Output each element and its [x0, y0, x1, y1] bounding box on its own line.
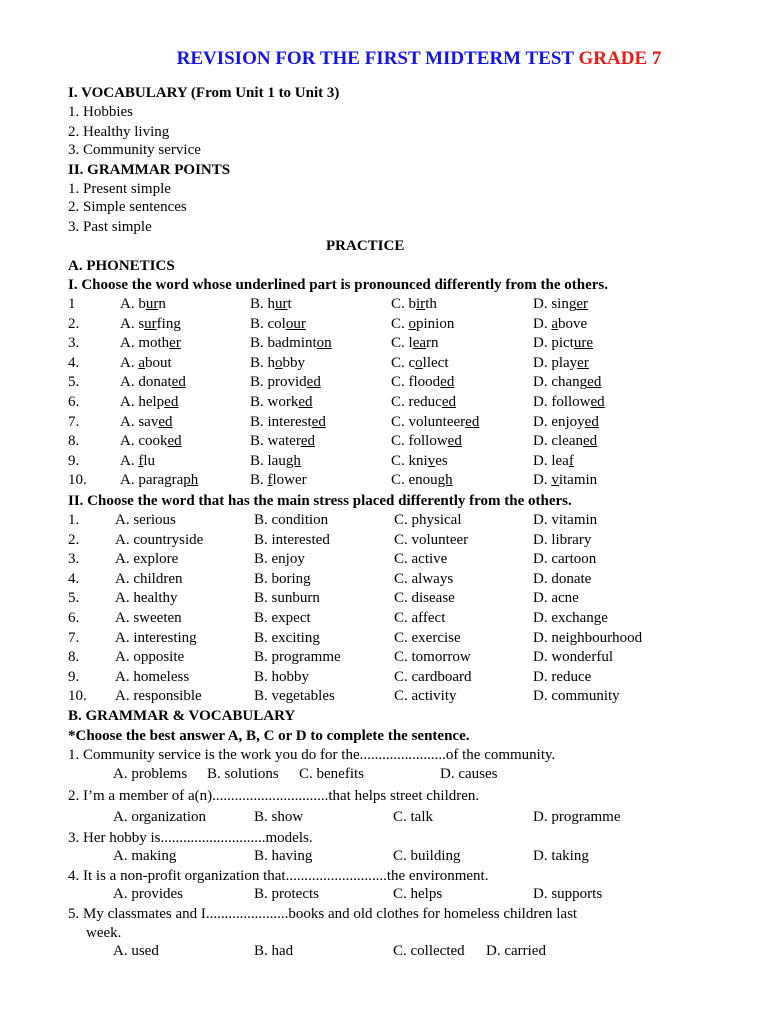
answer-option: A. helped: [120, 394, 179, 410]
answer-option: A. burn: [120, 296, 166, 312]
answer-option: C. always: [394, 570, 454, 587]
answer-option: A. homeless: [115, 668, 190, 685]
answer-option: B. boring: [254, 570, 311, 587]
question-number: 6.: [68, 394, 80, 410]
underlined-sound: ir: [416, 296, 426, 312]
answer-option: D. reduce: [533, 668, 592, 685]
underlined-sound: ed: [158, 413, 173, 430]
underlined-sound: ur: [145, 296, 159, 312]
answer-option: B. expect: [254, 610, 311, 626]
answer-option: B. programme: [254, 649, 341, 666]
underlined-sound: ed: [582, 433, 598, 450]
answer-option: C. active: [394, 551, 448, 568]
question-number: 4.: [68, 354, 80, 371]
answer-option: C. knives: [391, 452, 448, 469]
underlined-sound: ur: [275, 296, 288, 312]
question-number: 3.: [68, 335, 80, 352]
question-number: 4.: [68, 570, 80, 587]
answer-option: C. reduced: [391, 394, 456, 410]
underlined-sound: ed: [311, 413, 326, 430]
answer-option: D. taking: [533, 848, 589, 864]
underlined-sound: ed: [171, 374, 186, 391]
question-number: 6.: [68, 610, 80, 626]
question-number: 10.: [68, 472, 87, 489]
answer-option: D. enjoyed: [533, 413, 599, 430]
underlined-sound: a: [138, 354, 146, 371]
question-number: 1.: [68, 512, 80, 528]
grammar-item: 1. Present simple: [68, 181, 171, 197]
answer-option: B. interested: [254, 531, 330, 548]
underlined-sound: ph: [183, 472, 199, 489]
answer-option: B. hobby: [254, 668, 310, 685]
grammar-item: 3. Past simple: [68, 219, 152, 235]
question-number: 8.: [68, 649, 80, 666]
underlined-sound: f: [568, 452, 574, 469]
answer-option: A. mother: [120, 335, 181, 352]
question-number: 2.: [68, 531, 80, 548]
practice-heading: PRACTICE: [326, 238, 405, 254]
page-title: [0, 48, 768, 70]
underlined-sound: o: [408, 315, 417, 332]
question-number: 8.: [68, 433, 80, 450]
underlined-sound: f: [267, 472, 273, 489]
answer-option: D. changed: [533, 374, 602, 391]
answer-option: A. making: [113, 848, 177, 864]
answer-option: A. children: [115, 570, 183, 587]
answer-option: C. activity: [394, 688, 457, 705]
answer-option: B. having: [254, 848, 313, 864]
answer-option: B. hurt: [250, 296, 292, 312]
underlined-sound: v: [427, 452, 436, 469]
question-text: 5. My classmates and I......................books and old clothes for homeless children last: [68, 906, 578, 922]
answer-option: A. flu: [120, 452, 156, 469]
answer-option: C. learn: [391, 335, 439, 352]
answer-option: C. collect: [391, 354, 449, 371]
underlined-sound: ur: [144, 315, 157, 332]
underlined-sound: er: [577, 354, 589, 371]
answer-option: D. community: [533, 688, 620, 705]
answer-option: A. provides: [113, 886, 183, 902]
question-number: 9.: [68, 452, 80, 469]
answer-option: C. cardboard: [394, 668, 472, 685]
answer-option: C. followed: [391, 433, 462, 450]
answer-option: D. carried: [486, 943, 546, 959]
question-number: 5.: [68, 374, 80, 391]
question-number: 2.: [68, 315, 80, 332]
phonetics-instruction-1: I. Choose the word whose underlined part is pronounced differently from the others.: [68, 277, 609, 293]
answer-option: D. followed: [533, 394, 605, 410]
title-grade: GRADE 7: [578, 48, 662, 69]
answer-option: D. picture: [533, 335, 593, 352]
answer-option: D. causes: [440, 766, 498, 782]
answer-option: B. colour: [250, 315, 306, 332]
question-number: 7.: [68, 413, 80, 430]
answer-option: A. used: [113, 943, 159, 959]
answer-option: B. show: [254, 809, 304, 825]
answer-option: A. donated: [120, 374, 186, 391]
answer-option: D. donate: [533, 570, 592, 587]
question-number: 1: [68, 296, 76, 312]
answer-option: D. neighbourhood: [533, 629, 643, 646]
question-text-continued: week.: [86, 925, 122, 941]
phonetics-instruction-2: II. Choose the word that has the main stress placed differently from the others.: [68, 493, 572, 509]
answer-option: C. volunteered: [391, 413, 480, 430]
answer-option: C. disease: [394, 590, 455, 607]
underlined-sound: v: [551, 472, 559, 489]
question-text: 1. Community service is the work you do for the.......................of the community.: [68, 747, 556, 763]
underlined-sound: ed: [447, 433, 462, 450]
grammar-item: 2. Simple sentences: [68, 199, 187, 215]
underlined-sound: gh: [437, 472, 453, 489]
answer-option: A. cooked: [120, 433, 182, 450]
answer-option: B. sunburn: [254, 590, 320, 607]
underlined-sound: ed: [584, 413, 599, 430]
answer-option: B. vegetables: [254, 688, 335, 705]
answer-option: A. serious: [115, 512, 176, 528]
question-text: 4. It is a non-profit organization that...........................the environment.: [68, 868, 489, 884]
answer-option: A. countryside: [115, 531, 204, 548]
question-number: 7.: [68, 629, 80, 646]
answer-option: D. vitamin: [533, 472, 598, 489]
answer-option: A. responsible: [115, 688, 202, 705]
answer-option: D. acne: [533, 590, 579, 607]
answer-option: B. enjoy: [254, 551, 305, 568]
answer-option: B. hobby: [250, 354, 306, 371]
underlined-sound: ed: [441, 394, 456, 410]
answer-option: B. worked: [250, 394, 313, 410]
vocabulary-item: 1. Hobbies: [68, 104, 133, 120]
answer-option: B. solutions: [207, 766, 279, 782]
answer-option: B. flower: [250, 472, 307, 489]
underlined-sound: ed: [306, 374, 321, 391]
answer-option: B. provided: [250, 374, 321, 391]
answer-option: C. benefits: [299, 766, 364, 782]
answer-option: D. singer: [533, 296, 588, 312]
answer-option: C. collected: [393, 943, 465, 959]
underlined-sound: er: [576, 296, 588, 312]
grammar-heading: II. GRAMMAR POINTS: [68, 162, 231, 178]
phonetics-heading: A. PHONETICS: [68, 258, 175, 274]
underlined-sound: ed: [167, 433, 182, 450]
vocabulary-heading: I. VOCABULARY (From Unit 1 to Unit 3): [68, 85, 340, 101]
answer-option: D. player: [533, 354, 589, 371]
answer-option: A. explore: [115, 551, 179, 568]
answer-option: B. protects: [254, 886, 319, 902]
answer-option: A. paragraph: [120, 472, 199, 489]
answer-option: B. condition: [254, 512, 329, 528]
answer-option: C. talk: [393, 809, 433, 825]
answer-option: C. flooded: [391, 374, 455, 391]
underlined-sound: ed: [298, 394, 313, 410]
underlined-sound: er: [169, 335, 181, 352]
vocabulary-item: 3. Community service: [68, 142, 201, 158]
answer-option: D. above: [533, 315, 588, 332]
underlined-sound: ed: [465, 413, 480, 430]
answer-option: A. about: [120, 354, 172, 371]
answer-option: A. interesting: [115, 629, 197, 646]
answer-option: C. tomorrow: [394, 649, 471, 666]
answer-option: D. programme: [533, 809, 621, 825]
answer-option: A. surfing: [120, 315, 181, 332]
underlined-sound: on: [316, 335, 332, 352]
answer-option: A. sweeten: [115, 610, 182, 626]
answer-option: D. cartoon: [533, 551, 597, 568]
answer-option: A. opposite: [115, 649, 185, 666]
underlined-sound: o: [415, 354, 423, 371]
underlined-sound: ed: [587, 374, 602, 391]
answer-option: B. exciting: [254, 629, 320, 646]
underlined-sound: f: [138, 452, 144, 469]
title-main: REVISION FOR THE FIRST MIDTERM TEST: [176, 48, 574, 69]
answer-option: D. cleaned: [533, 433, 598, 450]
answer-option: C. physical: [394, 512, 462, 528]
answer-option: C. birth: [391, 296, 437, 312]
question-text: 2. I’m a member of a(n)...............................that helps street children.: [68, 788, 480, 804]
grammar-vocab-heading: B. GRAMMAR & VOCABULARY: [68, 708, 296, 724]
underlined-sound: ea: [412, 335, 427, 352]
answer-option: C. exercise: [394, 629, 461, 646]
answer-option: B. badminton: [250, 335, 332, 352]
answer-option: C. volunteer: [394, 531, 469, 548]
grammar-vocab-instruction: *Choose the best answer A, B, C or D to complete the sentence.: [68, 728, 470, 744]
underlined-sound: o: [275, 354, 283, 371]
vocabulary-item: 2. Healthy living: [68, 124, 170, 140]
answer-option: A. organization: [113, 809, 207, 825]
underlined-sound: ed: [590, 394, 605, 410]
underlined-sound: ed: [164, 394, 179, 410]
question-number: 5.: [68, 590, 80, 607]
answer-option: A. problems: [113, 766, 188, 782]
underlined-sound: ure: [573, 335, 593, 352]
answer-option: A. saved: [120, 413, 173, 430]
answer-option: B. interested: [250, 413, 326, 430]
underlined-sound: our: [285, 315, 306, 332]
answer-option: C. helps: [393, 886, 443, 902]
answer-option: C. opinion: [391, 315, 455, 332]
question-number: 3.: [68, 551, 80, 568]
answer-option: D. supports: [533, 886, 603, 902]
answer-option: D. vitamin: [533, 512, 598, 528]
answer-option: A. healthy: [115, 590, 178, 607]
answer-option: C. building: [393, 848, 461, 864]
underlined-sound: ed: [440, 374, 455, 391]
answer-option: B. had: [254, 943, 294, 959]
answer-option: D. wonderful: [533, 649, 613, 666]
underlined-sound: gh: [285, 452, 301, 469]
question-number: 10.: [68, 688, 87, 705]
answer-option: B. watered: [250, 433, 315, 450]
answer-option: C. enough: [391, 472, 453, 489]
underlined-sound: ed: [300, 433, 315, 450]
answer-option: D. library: [533, 531, 592, 548]
answer-option: C. affect: [394, 610, 446, 626]
underlined-sound: a: [551, 315, 559, 332]
question-text: 3. Her hobby is............................models.: [68, 830, 313, 846]
answer-option: D. exchange: [533, 610, 608, 626]
question-number: 9.: [68, 668, 80, 685]
answer-option: B. laugh: [250, 452, 301, 469]
answer-option: D. leaf: [533, 452, 574, 469]
